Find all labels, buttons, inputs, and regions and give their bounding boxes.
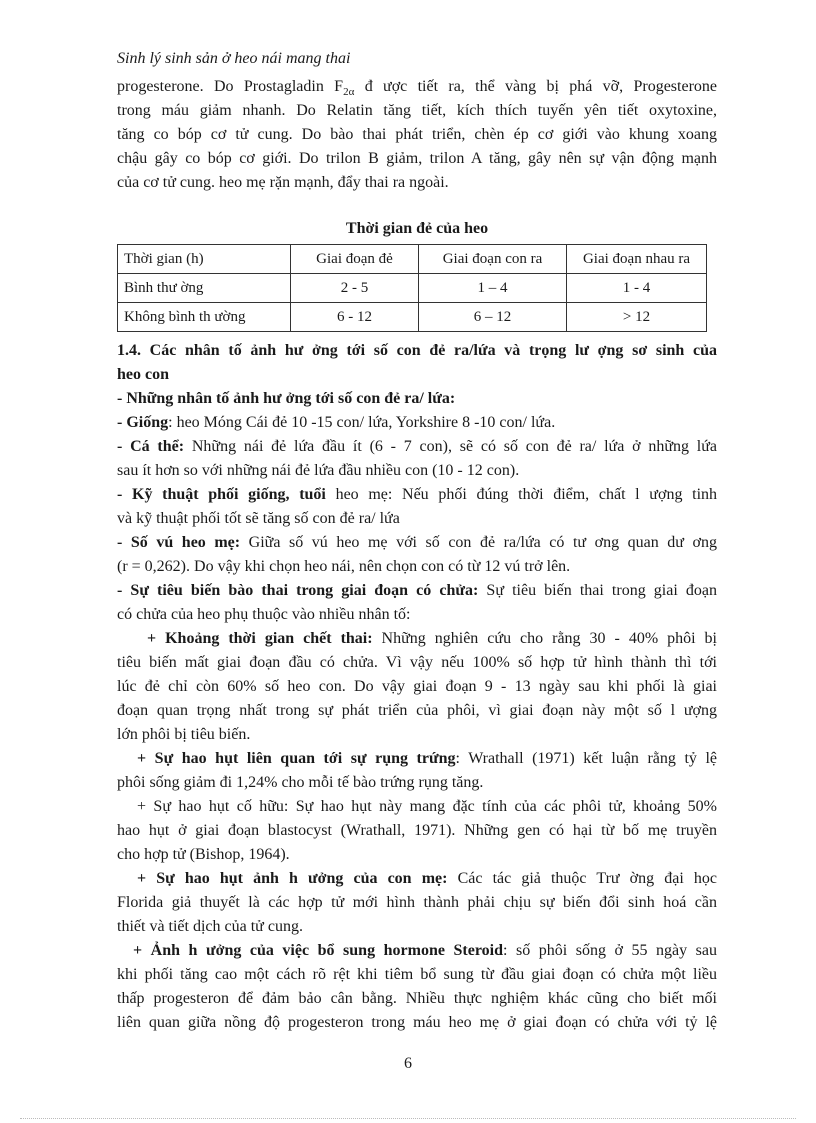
intro-line-2: trong máu giảm nhanh. Do Relatin tăng tiết, kích thích tuyến yên tiết oxytoxine, xyxy=(117,102,717,119)
para-kythuat xyxy=(117,484,717,506)
table-header-row xyxy=(118,245,707,274)
term: - Cá thể: xyxy=(117,438,185,455)
intro-line-4: chậu gây co bóp cơ giới. Do trilon B giảm, trilon A tăng, gây nên sự vận động mạnh xyxy=(117,150,717,167)
para-hao-hut-trung xyxy=(137,748,717,770)
para-khoang-thoi-gian xyxy=(147,628,717,650)
para-con-me xyxy=(137,868,717,890)
term: - Sự tiêu biến bào thai trong giai đoạn có chửa: xyxy=(117,582,479,599)
page-bottom-divider xyxy=(20,1118,796,1119)
term: + Khoảng thời gian chết thai: xyxy=(147,630,373,647)
text: : Wrathall (1971) kết luận rằng tỷ lệ xyxy=(455,750,718,767)
page-number: 6 xyxy=(404,1055,412,1072)
para-ch-3: cho hợp tử (Bishop, 1964). xyxy=(117,846,290,863)
table-cell: > 12 xyxy=(567,303,707,332)
term: - Số vú heo mẹ: xyxy=(117,534,241,551)
para-tieubien-2: có chửa của heo phụ thuộc vào nhiều nhân tố: xyxy=(117,606,411,623)
para-sovu xyxy=(117,532,717,554)
table-header-cell: Giai đoạn đẻ xyxy=(291,245,419,274)
table-cell: 1 - 4 xyxy=(567,274,707,303)
para-hh-2: phôi sống giảm đi 1,24% cho mỗi tế bào trứng rụng tăng. xyxy=(117,774,484,791)
para-co-huu: + Sự hao hụt cố hữu: Sự hao hụt này mang đặc tính của các phôi tử, khoảng 50% xyxy=(137,798,717,815)
table-cell: 6 – 12 xyxy=(419,303,567,332)
para-kt-3: lúc đẻ chỉ còn 60% số heo con. Do vậy giai đoạn 9 - 13 ngày sau khi phối là giai xyxy=(117,678,717,695)
text: Những nái đẻ lứa đầu ít (6 - 7 con), sẽ có số con đẻ ra/ lứa ở những lứa xyxy=(184,438,717,455)
table-header-cell: Thời gian (h) xyxy=(118,245,291,274)
text: : heo Móng Cái đẻ 10 -15 con/ lứa, Yorkshire 8 -10 con/ lứa. xyxy=(168,414,556,431)
section-title-line-1 xyxy=(117,340,717,362)
table-cell: 2 - 5 xyxy=(291,274,419,303)
table-header-cell: Giai đoạn nhau ra xyxy=(567,245,707,274)
term: - Kỹ thuật phối giống, tuổi xyxy=(117,486,326,503)
para-cm-2: Florida giả thuyết là các hợp tử mới hình thành phải chịu sự biến đổi sinh hoá cần xyxy=(117,894,717,911)
table-cell: Không bình th ường xyxy=(118,303,291,332)
section-title-line-2 xyxy=(117,364,717,386)
text: Giữa số vú heo mẹ với số con đẻ ra/lứa có tư ơng quan dư ơng xyxy=(240,534,717,551)
para-tieubien xyxy=(117,580,717,602)
table-caption: Thời gian đẻ của heo xyxy=(345,220,489,237)
text: Các tác giả thuộc Trư ờng đại học xyxy=(447,870,718,887)
intro-text: progesterone. Do Prostagladin F xyxy=(117,78,344,95)
text: Sự tiêu biến thai trong giai đoạn xyxy=(478,582,718,599)
text: Những nghiên cứu cho rằng 30 - 40% phôi bị xyxy=(372,630,718,647)
para-cathe xyxy=(117,436,717,458)
para-kt-2: tiêu biến mất giai đoạn đầu có chửa. Vì vậy nếu 100% số hợp tử hình thành thì tới xyxy=(117,654,717,671)
term: + Sự hao hụt liên quan tới sự rụng trứng xyxy=(137,750,456,767)
intro-line-3: tăng co bóp cơ tử cung. Do bào thai phát triển, chèn ép cơ giới vào khung xoang xyxy=(117,126,717,143)
birth-time-table xyxy=(117,244,707,332)
term: + Sự hao hụt ảnh h ưởng của con mẹ: xyxy=(137,870,448,887)
para-st-4: liên quan giữa nồng độ progesteron trong máu heo mẹ ở giai đoạn có chửa với tỷ lệ xyxy=(117,1014,717,1031)
term: - Giống xyxy=(117,414,169,431)
running-header: Sinh lý sinh sản ở heo nái mang thai xyxy=(117,50,351,67)
para-kythuat-2: và kỹ thuật phối tốt sẽ tăng số con đẻ ra/ lứa xyxy=(117,510,400,527)
table-header-cell: Giai đoạn con ra xyxy=(419,245,567,274)
para-st-2: khi phối tăng cao một cách rõ rệt khi tiêm bổ sung từ đầu giai đoạn có chửa một liều xyxy=(117,966,717,983)
para-steroid xyxy=(133,940,717,962)
text: : số phôi sống ở 55 ngày sau xyxy=(502,942,718,959)
para-kt-4: đoạn quan trọng nhất trong sự phát triển của phôi, vì giai đoạn này một số l ượng xyxy=(117,702,717,719)
subheading xyxy=(117,388,717,410)
text: heo mẹ: Nếu phối đúng thời điểm, chất l ượng tinh xyxy=(325,486,718,503)
para-kt-5: lớn phôi bị tiêu biến. xyxy=(117,726,251,743)
table-row xyxy=(118,303,707,332)
table-row xyxy=(118,274,707,303)
para-st-3: thấp progesteron để đảm bảo cân bằng. Nhiều thực nghiệm khác cũng cho biết mối xyxy=(117,990,717,1007)
section-title: 1.4. Các nhân tố ảnh hư ởng tới số con đẻ ra/lứa và trọng lư ợng sơ sinh của xyxy=(117,342,717,359)
table-cell: Bình thư ờng xyxy=(118,274,291,303)
para-cm-3: thiết và tiết dịch của tử cung. xyxy=(117,918,303,935)
para-cathe-2: sau ít hơn so với những nái đẻ lứa đầu nhiều con (10 - 12 con). xyxy=(117,462,520,479)
para-sovu-2: (r = 0,262). Do vậy khi chọn heo nái, nên chọn con có từ 12 vú trở lên. xyxy=(117,558,571,575)
subscript: 2α xyxy=(343,86,355,99)
table-cell: 6 - 12 xyxy=(291,303,419,332)
table-cell: 1 – 4 xyxy=(419,274,567,303)
intro-text: đ ược tiết ra, thể vàng bị phá vỡ, Progesterone xyxy=(354,78,718,95)
para-giong xyxy=(117,412,717,434)
term: + Ảnh h ưởng của việc bổ sung hormone Steroid xyxy=(133,942,503,959)
subheading-text: - Những nhân tố ảnh hư ởng tới số con đẻ ra/ lứa: xyxy=(117,390,456,407)
para-ch-2: hao hụt ở giai đoạn blastocyst (Wrathall, 1971). Những gen có hại từ bố mẹ truyền xyxy=(117,822,717,839)
intro-line-5: của cơ tử cung. heo mẹ rặn mạnh, đẩy thai ra ngoài. xyxy=(117,174,449,191)
section-title: heo con xyxy=(117,366,169,383)
